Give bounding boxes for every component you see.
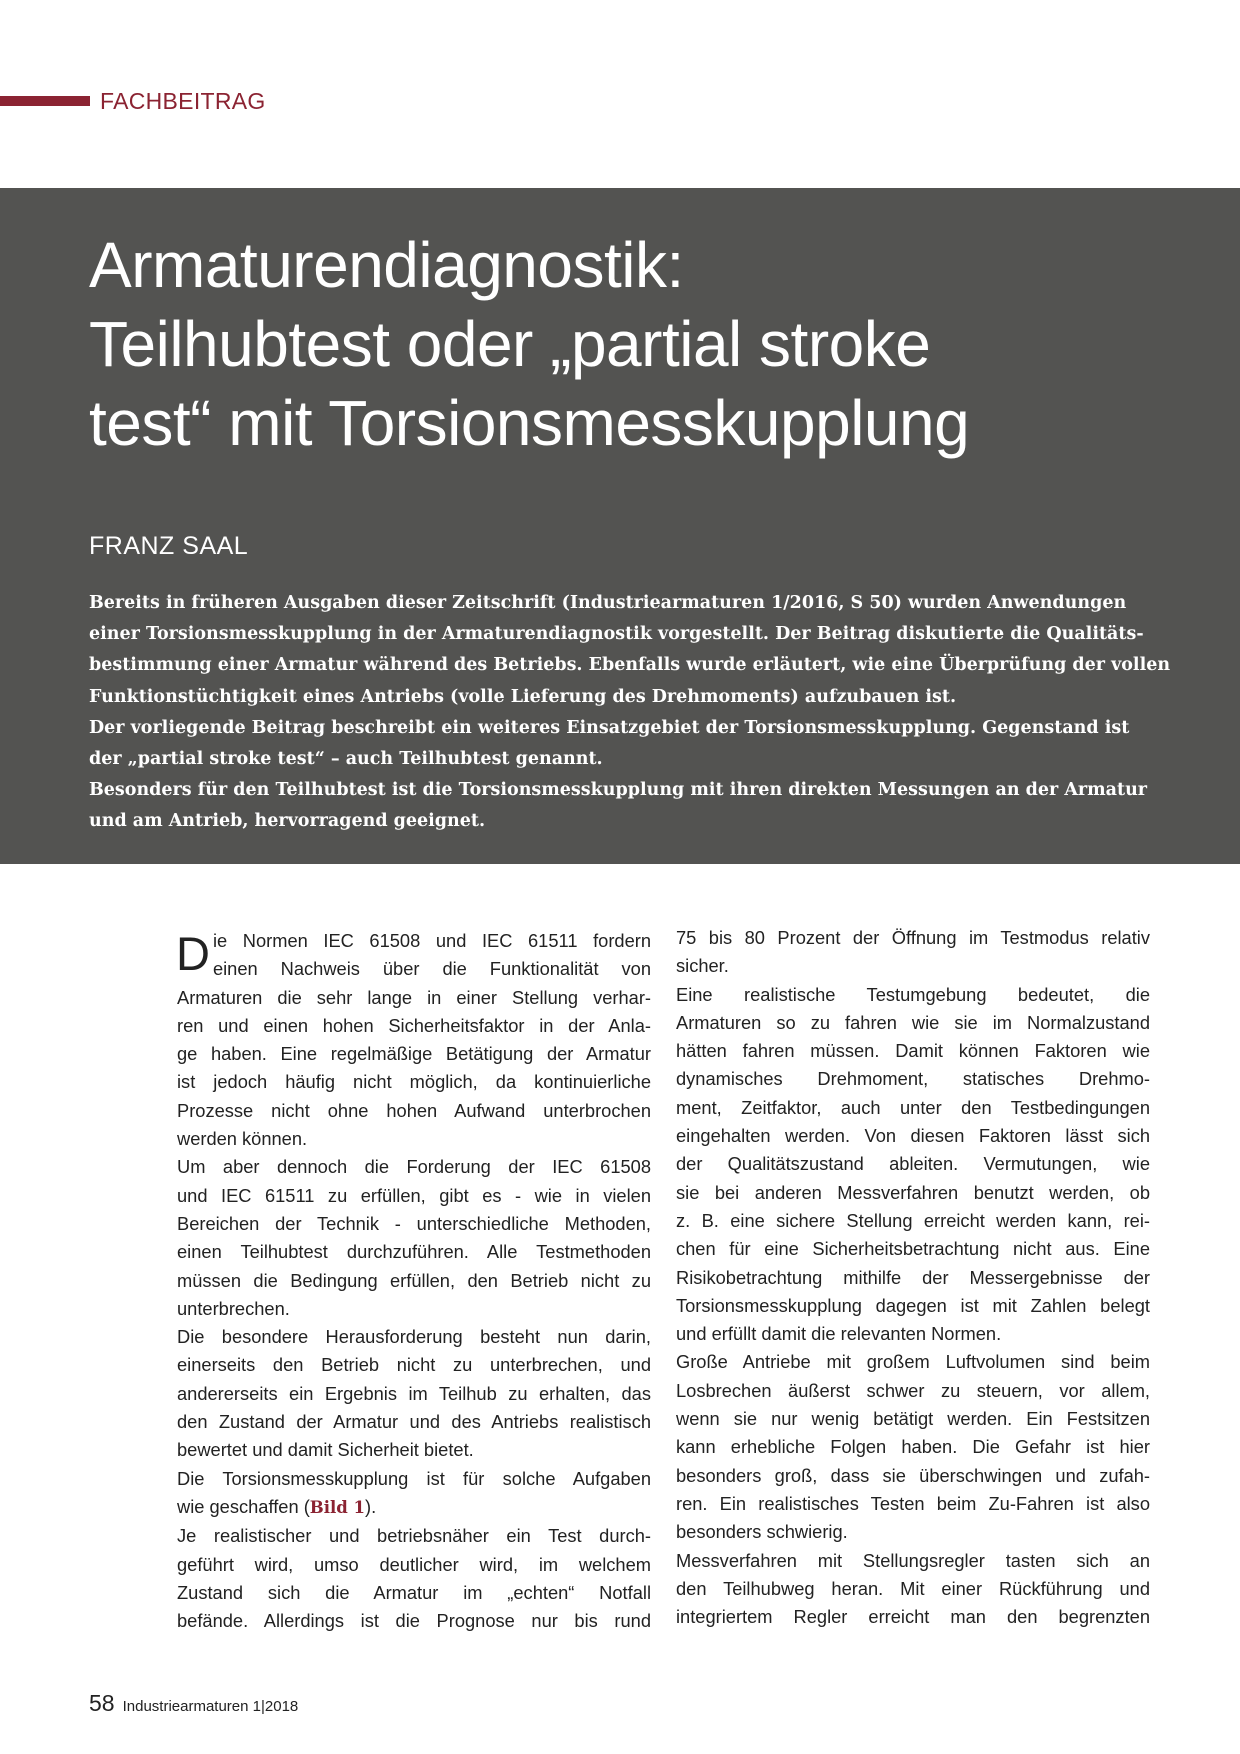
body-line: Die Torsionsmesskupplung ist für solche Aufgaben [177, 1467, 651, 1489]
body-line: und erfüllt damit die relevanten Normen. [676, 1323, 1002, 1345]
body-line: einen Teilhubtest durchzuführen. Alle Testmethoden [177, 1241, 651, 1263]
body-line: einerseits den Betrieb nicht zu unterbrechen, und [177, 1354, 651, 1376]
lead-line: Funktionstüchtigkeit eines Antriebs (volle Lieferung des Drehmoments) aufzubauen ist. [89, 686, 957, 707]
body-line: Je realistischer und betriebsnäher ein Test durch- [177, 1525, 651, 1547]
body-line: Prozesse nicht ohne hohen Aufwand unterbrochen [177, 1099, 651, 1121]
author-name: FRANZ SAAL [89, 532, 249, 560]
body-line: Torsionsmesskupplung dagegen ist mit Zahlen belegt [676, 1294, 1150, 1316]
lead-paragraph [89, 713, 1169, 775]
body-paragraph [177, 1465, 651, 1523]
body-line: kann erhebliche Folgen haben. Die Gefahr ist hier [676, 1436, 1150, 1458]
hero-banner [0, 188, 1240, 864]
section-accent-bar [0, 96, 90, 106]
body-line: Risikobetrachtung mithilfe der Messergebnisse der [676, 1266, 1150, 1288]
body-line: ie Normen IEC 61508 und IEC 61511 fordern [212, 930, 651, 951]
lead-line: bestimmung einer Armatur während des Betriebs. Ebenfalls wurde erläutert, wie eine Überprüfung der vollen [89, 655, 1171, 676]
body-line: integriertem Regler erreicht man den begrenzten [676, 1606, 1150, 1628]
body-line: den Zustand der Armatur und des Antriebs realistisch [177, 1411, 651, 1433]
body-line: ren. Ein realistisches Testen beim Zu-Fahren ist also [676, 1492, 1150, 1514]
body-line: Um aber dennoch die Forderung der IEC 61508 [177, 1156, 651, 1178]
journal-issue: Industriearmaturen 1|2018 [122, 1698, 299, 1715]
page-number: 58 [89, 1690, 115, 1716]
body-line: Eine realistische Testumgebung bedeutet, die [676, 983, 1150, 1005]
lead-text [89, 588, 1169, 838]
figure-reference-link[interactable]: Bild 1 [309, 1497, 366, 1517]
body-column-right [676, 924, 1150, 1631]
body-line: ment, Zeitfaktor, auch unter den Testbedingungen [676, 1096, 1150, 1118]
body-line: geführt wird, umso deutlicher wird, im welchem [177, 1553, 651, 1575]
drop-cap: D [176, 927, 210, 980]
body-paragraph [177, 1153, 651, 1323]
lead-line: einer Torsionsmesskupplung in der Armaturendiagnostik vorgestellt. Der Beitrag diskutierte die Qualitäts- [89, 624, 1144, 645]
body-line: Bereichen der Technik - unterschiedliche Methoden, [177, 1212, 651, 1234]
body-line: der Qualitätszustand ableiten. Vermutungen, wie [676, 1153, 1150, 1175]
title-line: test“ mit Torsionsmesskupplung [89, 387, 970, 459]
lead-paragraph [89, 588, 1169, 713]
lead-line: der „partial stroke test“ – auch Teilhubtest genannt. [89, 749, 603, 770]
body-line: ge haben. Eine regelmäßige Betätigung der Armatur [177, 1043, 651, 1065]
body-line: müssen die Bedingung erfüllen, den Betrieb nicht zu [177, 1269, 651, 1291]
body-line: ren und einen hohen Sicherheitsfaktor in der Anla- [177, 1014, 651, 1036]
body-paragraph [676, 981, 1150, 1349]
body-line: sicher. [676, 955, 729, 977]
body-paragraph [676, 1348, 1150, 1546]
title-line: Armaturendiagnostik: [89, 229, 684, 301]
lead-line: Der vorliegende Beitrag beschreibt ein weiteres Einsatzgebiet der Torsionsmesskupplung. Gegenstand ist [89, 717, 1130, 738]
body-line: 75 bis 80 Prozent der Öffnung im Testmodus relativ [676, 927, 1150, 948]
body-line: einen Nachweis über die Funktionalität von [212, 958, 651, 980]
lead-paragraph [89, 775, 1169, 837]
body-line: eingehalten werden. Von diesen Faktoren lässt sich [676, 1125, 1150, 1147]
body-line: hätten fahren müssen. Damit können Faktoren wie [676, 1040, 1150, 1062]
body-line: befände. Allerdings ist die Prognose nur bis rund [177, 1610, 651, 1632]
lead-line: Besonders für den Teilhubtest ist die Torsionsmesskupplung mit ihren direkten Messungen an der Armatur [89, 780, 1148, 801]
section-label: FACHBEITRAG [100, 87, 266, 114]
body-line: Losbrechen äußerst schwer zu steuern, vor allem, [676, 1379, 1150, 1401]
body-line: z. B. eine sichere Stellung erreicht werden kann, rei- [676, 1209, 1150, 1231]
lead-line: und am Antrieb, hervorragend geeignet. [89, 811, 486, 832]
body-line: andererseits ein Ergebnis im Teilhub zu erhalten, das [177, 1382, 651, 1404]
body-paragraph [676, 924, 1150, 981]
article-title [89, 226, 1209, 463]
body-line: Große Antriebe mit großem Luftvolumen sind beim [676, 1351, 1150, 1373]
body-line: besonders groß, dass sie überschwingen und zufah- [676, 1464, 1150, 1486]
body-line: ist jedoch häufig nicht möglich, da kontinuierliche [177, 1071, 651, 1093]
body-line: chen für eine Sicherheitsbetrachtung nicht aus. Eine [676, 1238, 1150, 1260]
body-line [177, 1493, 651, 1522]
body-line: sie bei anderen Messverfahren benutzt werden, ob [676, 1181, 1150, 1203]
body-line: dynamisches Drehmoment, statisches Drehmo- [676, 1068, 1150, 1090]
body-column-left [177, 927, 651, 1635]
body-line: wenn sie nur wenig betätigt werden. Ein Festsitzen [676, 1408, 1150, 1430]
body-line: den Teilhubweg heran. Mit einer Rückführung und [676, 1577, 1150, 1599]
body-text: ). [365, 1495, 377, 1517]
body-line: bewertet und damit Sicherheit bietet. [177, 1439, 474, 1461]
body-paragraph [177, 1323, 651, 1464]
body-line: Armaturen so zu fahren wie sie im Normalzustand [676, 1011, 1150, 1033]
body-line: Die besondere Herausforderung besteht nun darin, [177, 1326, 651, 1348]
body-line: werden können. [177, 1128, 308, 1150]
page-footer [89, 1690, 298, 1717]
body-line: besonders schwierig. [676, 1521, 848, 1543]
lead-line: Bereits in früheren Ausgaben dieser Zeitschrift (Industriearmaturen 1/2016, S 50) wurden Anwendungen [89, 593, 1127, 613]
body-line: Armaturen die sehr lange in einer Stellung verhar- [177, 986, 651, 1008]
body-line: unterbrechen. [177, 1297, 290, 1319]
body-paragraph [676, 1547, 1150, 1632]
body-line: Messverfahren mit Stellungsregler tasten sich an [676, 1549, 1150, 1571]
body-line: Zustand sich die Armatur im „echten“ Notfall [177, 1581, 651, 1603]
body-paragraph [177, 927, 651, 1153]
title-line: Teilhubtest oder „partial stroke [89, 308, 931, 380]
body-line: und IEC 61511 zu erfüllen, gibt es - wie in vielen [177, 1184, 651, 1206]
body-text: wie geschaffen ( [177, 1495, 310, 1517]
section-tag [0, 84, 266, 118]
body-paragraph [177, 1522, 651, 1635]
